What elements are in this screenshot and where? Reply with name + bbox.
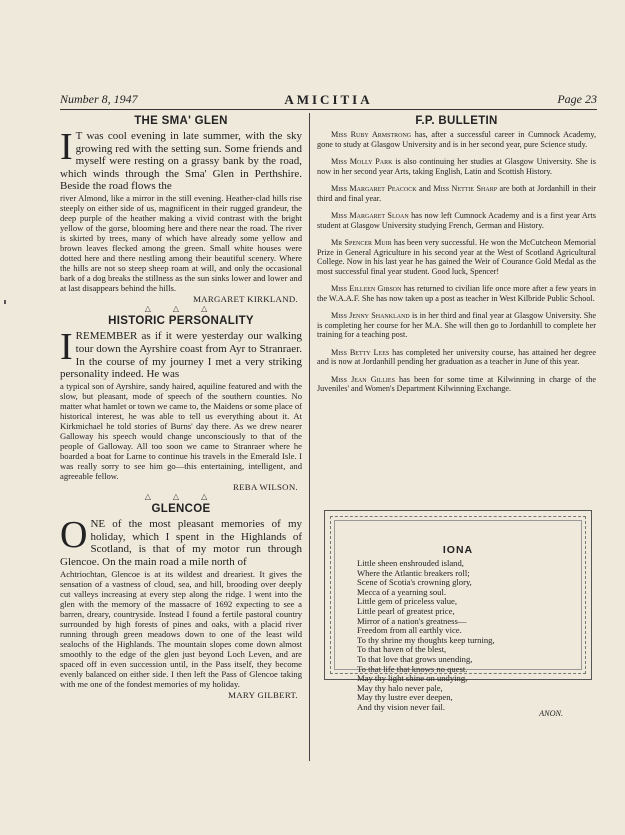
left-column <box>60 113 302 700</box>
poem-line: Scene of Scotia's crowning glory, <box>357 577 472 588</box>
poem-line: Little pearl of greatest price, <box>357 605 455 616</box>
poem-line: Where the Atlantic breakers roll; <box>357 567 470 578</box>
person-name: Miss Jenny Shankland <box>331 311 410 320</box>
drop-cap: I <box>60 326 73 369</box>
bulletin-text: has completed her university course, has attained her degree and is now at Jordanhill pending her graduation as a teacher in June of this year. <box>317 347 596 366</box>
bulletin-text: is also continuing her studies at Glasgow University. She is now in her second year Arts, taking English, Latin and Scottish History. <box>317 157 596 176</box>
bulletin-text: has returned to civilian life once more after a few years in the W.A.A.F. She has now taken up a post as teacher in West Kilbride Public School. <box>317 284 596 303</box>
person-name: Miss Margaret Sloan <box>331 211 409 220</box>
lead-text: T was cool evening in late summer, with the sky growing red with the setting sun. Some friends and myself were resting on a grassy bank by the road, which winds through the Sma' Glen in Perthshire. Beside the road flows the <box>60 130 302 193</box>
person-name: Miss Eilleen Gibson <box>331 284 402 293</box>
column-divider <box>309 113 310 761</box>
poem-author: ANON. <box>539 709 563 718</box>
article-body: a typical son of Ayrshire, sandy haired, aquiline featured and with the slow, but pleasant, mode of speech of the southern counties. No matter what hamlet or town we came to, the Maidens or some place of historical interest, he was able to tell us everything about it. At Kirkmichael he told stories of Burns' day there. As we drew nearer Galloway his speech would change unconsciously to that of the people of Galloway. All too soon we came to Stranraer where he boarded a boat for Larne to continue his travels in the Emerald Isle. I was really sorry to see him go—this entertaining, intelligent, and agreeable fellow. <box>60 380 302 482</box>
magazine-title: AMICITIA <box>284 92 373 107</box>
bulletin-item <box>317 375 596 394</box>
poem-box <box>324 510 592 718</box>
article-byline: MARGARET KIRKLAND. <box>193 294 298 305</box>
person-name: Miss Betty Lees <box>331 347 390 357</box>
article-body: Achtriochtan, Glencoe is at its wildest and dreariest. It gives the sensation of a vastness of cloud, sea, and hill, brooding over deeply cut valleys increasing at every step along the ridge. I went into the glen with the memory of the massacre of 1692 expecting to see a barren, dreary, countryside. Instead I found a fertile pastoral country surrounded by high forests of pines and oaks, with a placid river running through green meadows down to one of the least wild sealochs of the Highlands. The mountain slopes come down almost smoothly to the edge of the glen just beyond Loch Leven, and are spaced off in even succession until, in the Pass itself, they become evenly balanced on either side. I then left the Pass of Glencoe taking with me one of the fondest memories of my holiday. <box>60 568 302 690</box>
article-title: HISTORIC PERSONALITY <box>108 315 254 328</box>
bulletin-item <box>317 157 596 176</box>
bulletin-text: are both at Jordanhill in their third and final year. <box>317 184 596 203</box>
triangle-ornament-icon: △ △ △ <box>144 492 218 502</box>
bulletin-item <box>317 284 596 303</box>
bulletin-item <box>317 130 596 149</box>
bulletin-item <box>317 184 596 203</box>
bulletin-text: has been very successful. He won the McCutcheon Memorial Prize in General Agriculture in his second year at the West of Scotland Agricultural College. Now in his last year he has gained the Weir of Courance Gold Medal as the most successful final year student. Good luck, Spencer! <box>317 238 597 276</box>
bulletin-text: has, after a successful career in Cumnock Academy, gone to study at Glasgow University and is in her second year, pure Science study. <box>317 130 596 149</box>
poem-line: To that love that grows unending, <box>357 653 473 664</box>
article-lead <box>60 514 302 569</box>
issue-number: Number 8, 1947 <box>60 92 138 106</box>
poem-line: To that haven of the blest, <box>357 644 447 655</box>
bulletin-item <box>317 238 596 276</box>
person-name: Miss Molly Park <box>331 157 393 166</box>
poem-lines <box>357 559 495 713</box>
drop-cap: I <box>60 126 73 168</box>
article-lead <box>60 326 302 381</box>
person-name: Miss Nettie Sharp <box>433 184 498 193</box>
article-byline: REBA WILSON. <box>232 482 298 493</box>
poem-line: Little sheen enshrouded island, <box>357 558 464 568</box>
poem-line: Mirror of a nation's greatness— <box>357 615 467 626</box>
bulletin-text: and <box>416 184 434 193</box>
bulletin-item <box>317 348 596 367</box>
poem-line: May thy light shine on undying, <box>357 673 468 684</box>
poem-line: And thy vision never fail. <box>357 701 446 712</box>
poem-line: Freedom from all earthly vice. <box>357 625 462 636</box>
article-sma-glen <box>60 115 302 304</box>
bulletin-item <box>317 211 596 230</box>
drop-cap: O <box>60 514 88 557</box>
header-rule <box>60 109 597 110</box>
person-name: Miss Jean Gillies <box>331 374 395 384</box>
poem-title: IONA <box>442 544 474 556</box>
page-number: Page 23 <box>557 92 597 106</box>
person-name: Miss Ruby Armstrong <box>331 130 412 139</box>
lead-text: REMEMBER as if it were yesterday our walking tour down the Ayrshire coast from Ayr to Stranraer. In the course of my journey I met a very striking personality indeed. He was <box>60 330 302 381</box>
person-name: Mr Spencer Muir <box>331 238 392 247</box>
lead-text: NE of the most pleasant memories of my holiday, which I spent in the Highlands of Scotland, is that of my motor run through Glencoe. On the main road a mile north of <box>60 518 302 569</box>
bulletin-text: has now left Cumnock Academy and is a first year Arts student at Glasgow University studying French, German and History. <box>317 211 596 230</box>
poem-line: May thy lustre ever deepen, <box>357 692 453 703</box>
margin-mark <box>4 300 6 304</box>
article-byline: MARY GILBERT. <box>228 690 298 701</box>
article-title: GLENCOE <box>151 503 211 516</box>
bulletin-text: is in her third and final year at Glasgow University. She is completing her course for her M.A. She will then go to Jordanhill to complete her training for a teaching post. <box>317 311 596 339</box>
bulletin-text: has been for some time at Kilwinning in charge of the Juveniles' and Women's Department Kilwinning Exchange. <box>317 374 596 393</box>
article-lead <box>60 126 302 193</box>
triangle-ornament-icon: △ △ △ <box>144 304 218 314</box>
article-body: river Almond, like a mirror in the still evening. Heather-clad hills rise steeply on either side of us, magnificent in their rugged grandeur, the deep purple of the heather making a vivid contrast with the bright yellow of the gorse, blooming here and there near the road. The river is skirted by trees, many of which have already some yellow and brown leaves flecked among the green. Small white houses were dotted here and there nestling among their beautiful scenery. Where the hills are not so steep sheep roam at will, and only the occasional bark of a dog breaks the stillness as the sun sinks lower and lower and at last disappears behind the hills. <box>60 192 302 294</box>
poem-line: Little gem of priceless value, <box>357 596 457 607</box>
poem-line: May thy halo never pale, <box>357 682 443 693</box>
bulletin-list <box>317 130 596 394</box>
page-header <box>60 92 597 108</box>
poem-line: Mecca of a yearning soul. <box>357 586 447 597</box>
article-historic-personality <box>60 315 302 492</box>
poem-line: To thy shrine my thoughts keep turning, <box>357 634 495 645</box>
poem-line: To that life that knows no quest. <box>357 663 468 674</box>
article-title: THE SMA' GLEN <box>134 115 228 127</box>
bulletin-title: F.P. BULLETIN <box>415 115 498 127</box>
right-column <box>317 113 596 402</box>
article-glencoe <box>60 503 302 700</box>
person-name: Miss Margaret Peacock <box>331 184 417 193</box>
bulletin-item <box>317 311 596 340</box>
